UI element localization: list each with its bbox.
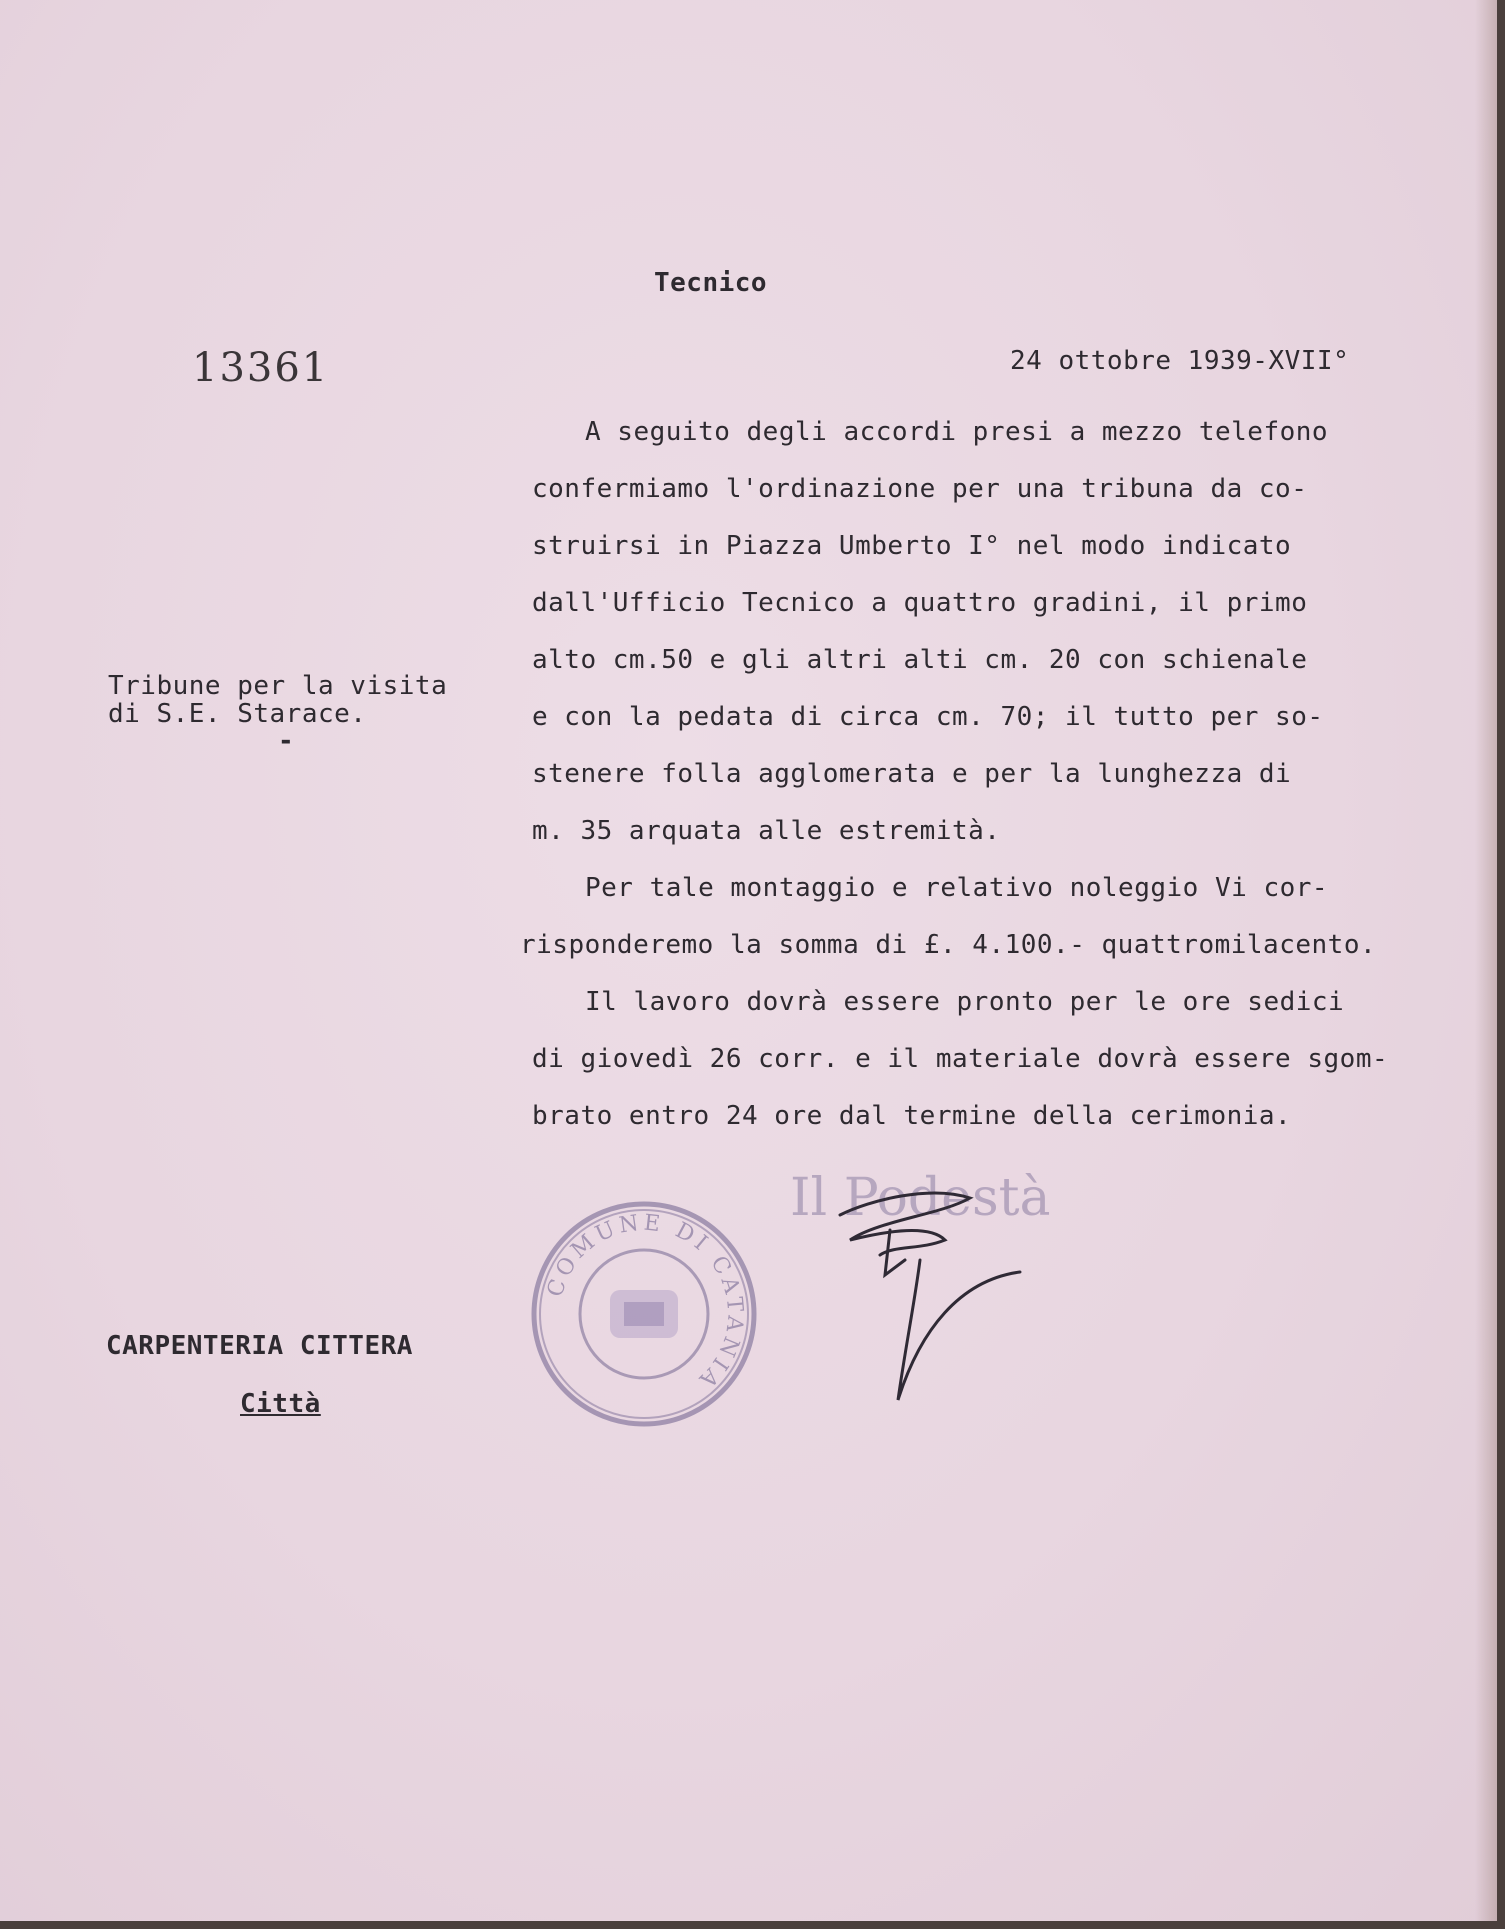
body-line: e con la pedata di circa cm. 70; il tutto per so- <box>532 702 1324 732</box>
body-line: risponderemo la somma di £. 4.100.- quattromilacento. <box>520 930 1377 960</box>
municipal-stamp <box>528 1198 760 1430</box>
body-line: Per tale montaggio e relativo noleggio Vi cor- <box>585 873 1329 903</box>
subject-dash: - <box>278 726 295 756</box>
page-edge-shadow <box>1475 0 1497 1921</box>
body-line: stenere folla agglomerata e per la lunghezza di <box>532 759 1292 789</box>
letter-date: 24 ottobre 1939-XVII° <box>1010 346 1350 376</box>
addressee: CARPENTERIA CITTERA <box>106 1331 413 1361</box>
addressee-city: Città <box>240 1389 321 1419</box>
body-line: confermiamo l'ordinazione per una tribuna da co- <box>532 474 1308 504</box>
body-line: struirsi in Piazza Umberto I° nel modo indicato <box>532 531 1292 561</box>
stamp-text: COMUNE DI CATANIA <box>542 1210 748 1395</box>
signature <box>780 1160 1080 1410</box>
subject-line-1: Tribune per la visita <box>108 671 448 701</box>
body-line: di giovedì 26 corr. e il materiale dovrà essere sgom- <box>532 1044 1389 1074</box>
body-line: dall'Ufficio Tecnico a quattro gradini, il primo <box>532 588 1308 618</box>
body-line: alto cm.50 e gli altri alti cm. 20 con schienale <box>532 645 1308 675</box>
body-line: m. 35 arquata alle estremità. <box>532 816 1001 846</box>
signature-title: Il Podestà <box>790 1168 1051 1228</box>
body-line: Il lavoro dovrà essere pronto per le ore sedici <box>585 987 1345 1017</box>
protocol-number: 13361 <box>192 345 330 391</box>
department-heading: Tecnico <box>654 268 768 298</box>
body-line: A seguito degli accordi presi a mezzo telefono <box>585 417 1329 447</box>
subject-line-2: di S.E. Starace. <box>108 699 367 729</box>
body-line: brato entro 24 ore dal termine della cerimonia. <box>532 1101 1292 1131</box>
